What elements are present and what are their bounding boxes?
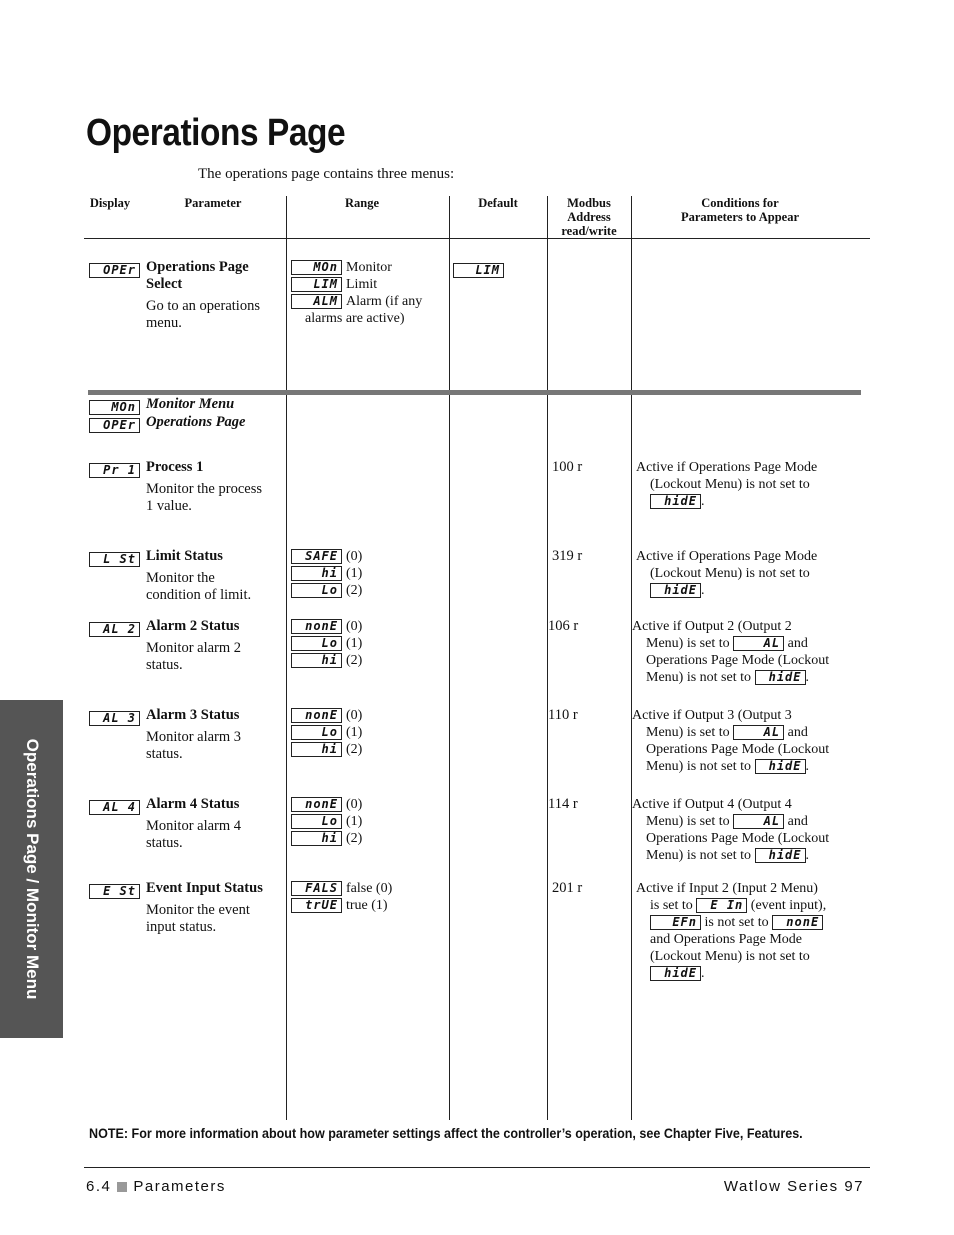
parameter-description: Monitor the process bbox=[146, 481, 262, 497]
parameter-name: Event Input Status bbox=[146, 880, 263, 896]
range-cell bbox=[291, 707, 362, 758]
condition-code: hidE bbox=[755, 670, 806, 685]
modbus-address: 319 r bbox=[552, 548, 583, 564]
parameter-description: Go to an operations bbox=[146, 298, 260, 314]
conditions-cell: Active if Output 4 (Output 4 Menu) is set to AL and Operations Page Mode (Lockout Menu) is not set to hidE . bbox=[632, 796, 866, 864]
range-code: Lo bbox=[291, 725, 342, 740]
parameter-cell bbox=[146, 707, 284, 763]
range-code: nonE bbox=[291, 708, 342, 723]
range-label: (1) bbox=[346, 814, 363, 829]
display-code: L St bbox=[89, 550, 140, 568]
condition-text: Operations Page Mode (Lockout bbox=[646, 742, 830, 757]
display-code: Pr 1 bbox=[89, 461, 140, 479]
header-conditions-line2: Parameters to Appear bbox=[680, 210, 800, 224]
display-code: OPEr bbox=[89, 261, 140, 279]
condition-text: Active if Output 2 (Output 2 bbox=[632, 619, 792, 634]
condition-text: Operations Page Mode (Lockout bbox=[646, 831, 830, 846]
condition-code: AL bbox=[733, 636, 784, 651]
parameter-name: Alarm 3 Status bbox=[146, 707, 240, 723]
parameter-description: condition of limit. bbox=[146, 587, 252, 603]
display-code: MOn bbox=[89, 400, 140, 415]
section-divider bbox=[88, 390, 861, 395]
parameter-description: 1 value. bbox=[146, 498, 192, 514]
range-label: Alarm (if any bbox=[346, 294, 423, 309]
range-code: ALM bbox=[291, 294, 342, 309]
condition-text: and bbox=[787, 725, 808, 740]
condition-text: Operations Page Mode (Lockout bbox=[646, 653, 830, 668]
conditions-cell: Active if Output 3 (Output 3 Menu) is set to AL and Operations Page Mode (Lockout Menu) is not set to hidE . bbox=[632, 707, 866, 775]
range-code: hi bbox=[291, 831, 342, 846]
condition-code: hidE bbox=[650, 583, 701, 598]
header-modbus-line2: Address bbox=[567, 210, 611, 224]
condition-text: Active if Output 3 (Output 3 bbox=[632, 708, 792, 723]
intro-text: The operations page contains three menus: bbox=[198, 166, 455, 182]
condition-text: Active if Output 4 (Output 4 bbox=[632, 797, 792, 812]
header-display: Display bbox=[89, 196, 131, 210]
range-label: (0) bbox=[346, 708, 363, 723]
range-label: false (0) bbox=[346, 881, 393, 896]
footer-rule bbox=[84, 1167, 870, 1168]
condition-text: (Lockout Menu) is not set to bbox=[650, 566, 810, 581]
menu-heading bbox=[146, 396, 245, 432]
range-label: (1) bbox=[346, 636, 363, 651]
parameter-description: status. bbox=[146, 746, 183, 762]
condition-text: (Lockout Menu) is not set to bbox=[650, 949, 810, 964]
modbus-address: 106 r bbox=[548, 618, 579, 634]
condition-code: AL bbox=[733, 725, 784, 740]
range-code: Lo bbox=[291, 583, 342, 598]
header-modbus-line1: Modbus bbox=[567, 196, 611, 210]
condition-code: E In bbox=[696, 898, 747, 913]
condition-text: Menu) is not set to bbox=[646, 670, 751, 685]
condition-text: Menu) is set to bbox=[646, 725, 730, 740]
range-cell bbox=[291, 618, 362, 669]
header-parameter: Parameter bbox=[184, 196, 242, 210]
range-label: (1) bbox=[346, 566, 363, 581]
modbus-address: 201 r bbox=[552, 880, 583, 896]
parameter-cell bbox=[146, 796, 284, 852]
range-label: true (1) bbox=[346, 898, 388, 913]
display-code: AL 4 bbox=[89, 798, 140, 816]
range-label: alarms are active) bbox=[305, 311, 405, 326]
header-modbus-line3: read/write bbox=[561, 224, 617, 238]
range-label: Monitor bbox=[346, 260, 392, 275]
range-code: trUE bbox=[291, 898, 342, 913]
modbus-address: 100 r bbox=[552, 459, 583, 475]
range-label: (2) bbox=[346, 653, 363, 668]
header-conditions-line1: Conditions for bbox=[701, 196, 779, 210]
range-label: (1) bbox=[346, 725, 363, 740]
range-code: LIM bbox=[291, 277, 342, 292]
parameter-name: Operations Page bbox=[146, 259, 249, 275]
page-title: Operations Page bbox=[86, 112, 346, 154]
header-range: Range bbox=[344, 196, 380, 210]
modbus-address: 110 r bbox=[548, 707, 578, 723]
condition-code: nonE bbox=[772, 915, 823, 930]
range-label: (2) bbox=[346, 583, 363, 598]
conditions-cell: Active if Input 2 (Input 2 Menu) is set to E In (event input), EFn is not set to nonE and Operations Page Mode (Lockout Menu) is not set to hidE . bbox=[636, 880, 866, 982]
parameter-description: Monitor the bbox=[146, 570, 215, 586]
display-code: E St bbox=[89, 882, 140, 900]
condition-text: and Operations Page Mode bbox=[650, 932, 803, 947]
condition-text: Active if Input 2 (Input 2 Menu) bbox=[636, 881, 818, 896]
header-default: Default bbox=[478, 196, 518, 210]
parameter-description: Monitor the event bbox=[146, 902, 250, 918]
footer-left bbox=[86, 1178, 226, 1195]
parameter-name: Alarm 4 Status bbox=[146, 796, 240, 812]
condition-code: EFn bbox=[650, 915, 701, 930]
parameter-description: status. bbox=[146, 657, 183, 673]
condition-text: and bbox=[787, 636, 808, 651]
conditions-cell: Active if Output 2 (Output 2 Menu) is set to AL and Operations Page Mode (Lockout Menu) is not set to hidE . bbox=[632, 618, 866, 686]
range-label: (0) bbox=[346, 797, 363, 812]
range-code: hi bbox=[291, 653, 342, 668]
range-cell bbox=[291, 880, 392, 914]
condition-code: AL bbox=[733, 814, 784, 829]
range-code: nonE bbox=[291, 619, 342, 634]
square-bullet-icon bbox=[117, 1182, 127, 1192]
condition-code: hidE bbox=[755, 848, 806, 863]
range-code: Lo bbox=[291, 814, 342, 829]
parameter-description: Monitor alarm 3 bbox=[146, 729, 242, 745]
range-label: (2) bbox=[346, 831, 363, 846]
conditions-cell: Active if Operations Page Mode (Lockout Menu) is not set to hidE . bbox=[636, 459, 866, 510]
range-label: (0) bbox=[346, 549, 363, 564]
side-tab-label: Operations Page / Monitor Menu bbox=[22, 738, 42, 1000]
range-label: (2) bbox=[346, 742, 363, 757]
parameter-name: Limit Status bbox=[146, 548, 223, 564]
menu-codes bbox=[89, 398, 140, 434]
condition-text: (event input), bbox=[750, 898, 827, 913]
range-code: hi bbox=[291, 566, 342, 581]
range-cell bbox=[291, 259, 422, 327]
parameter-cell bbox=[146, 548, 284, 604]
parameter-description: status. bbox=[146, 835, 183, 851]
range-code: hi bbox=[291, 742, 342, 757]
display-code: AL 3 bbox=[89, 709, 140, 727]
parameter-cell bbox=[146, 459, 284, 515]
range-cell bbox=[291, 548, 362, 599]
condition-text: Menu) is set to bbox=[646, 814, 730, 829]
condition-code: hidE bbox=[650, 494, 701, 509]
note-text: NOTE: For more information about how parameter settings affect the controller’s operation, see Chapter Five, Features. bbox=[89, 1126, 803, 1141]
footer-right: Watlow Series 97 bbox=[723, 1178, 864, 1195]
condition-text: Active if Operations Page Mode bbox=[636, 549, 818, 564]
column-divider bbox=[547, 196, 548, 1120]
condition-text: is not set to bbox=[704, 915, 769, 930]
display-code: AL 2 bbox=[89, 620, 140, 638]
display-code: OPEr bbox=[89, 418, 140, 433]
range-code: SAFE bbox=[291, 549, 342, 564]
condition-text: is set to bbox=[650, 898, 693, 913]
range-code: nonE bbox=[291, 797, 342, 812]
column-divider bbox=[286, 196, 287, 1120]
condition-text: Menu) is not set to bbox=[646, 759, 751, 774]
parameter-cell bbox=[146, 880, 288, 936]
range-label: (0) bbox=[346, 619, 363, 634]
side-tab bbox=[0, 700, 63, 1038]
range-code: Lo bbox=[291, 636, 342, 651]
parameter-cell bbox=[146, 259, 284, 332]
condition-code: hidE bbox=[755, 759, 806, 774]
condition-text: Active if Operations Page Mode bbox=[636, 460, 818, 475]
header-rule bbox=[84, 238, 870, 239]
condition-text: Menu) is not set to bbox=[646, 848, 751, 863]
parameter-name: Alarm 2 Status bbox=[146, 618, 240, 634]
header-modbus bbox=[550, 196, 628, 238]
parameter-description: input status. bbox=[146, 919, 217, 935]
parameter-cell bbox=[146, 618, 284, 674]
parameter-name: Select bbox=[146, 276, 183, 292]
range-code: FALS bbox=[291, 881, 342, 896]
page-name: Operations Page bbox=[146, 414, 246, 430]
section-label: Parameters bbox=[133, 1178, 226, 1195]
parameter-description: Monitor alarm 4 bbox=[146, 818, 242, 834]
parameter-name: Process 1 bbox=[146, 459, 204, 475]
menu-title: Monitor Menu bbox=[146, 396, 235, 412]
header-conditions bbox=[650, 196, 830, 224]
condition-code: hidE bbox=[650, 966, 701, 981]
modbus-address: 114 r bbox=[548, 796, 578, 812]
parameter-description: Monitor alarm 2 bbox=[146, 640, 242, 656]
parameter-description: menu. bbox=[146, 315, 182, 331]
default-value: LIM bbox=[453, 261, 504, 279]
range-code: MOn bbox=[291, 260, 342, 275]
range-cell bbox=[291, 796, 362, 847]
page-number: 6.4 bbox=[86, 1178, 112, 1195]
conditions-cell: Active if Operations Page Mode (Lockout Menu) is not set to hidE . bbox=[636, 548, 866, 599]
range-label: Limit bbox=[346, 277, 378, 292]
condition-text: Menu) is set to bbox=[646, 636, 730, 651]
condition-text: (Lockout Menu) is not set to bbox=[650, 477, 810, 492]
column-divider bbox=[449, 196, 450, 1120]
condition-text: and bbox=[787, 814, 808, 829]
